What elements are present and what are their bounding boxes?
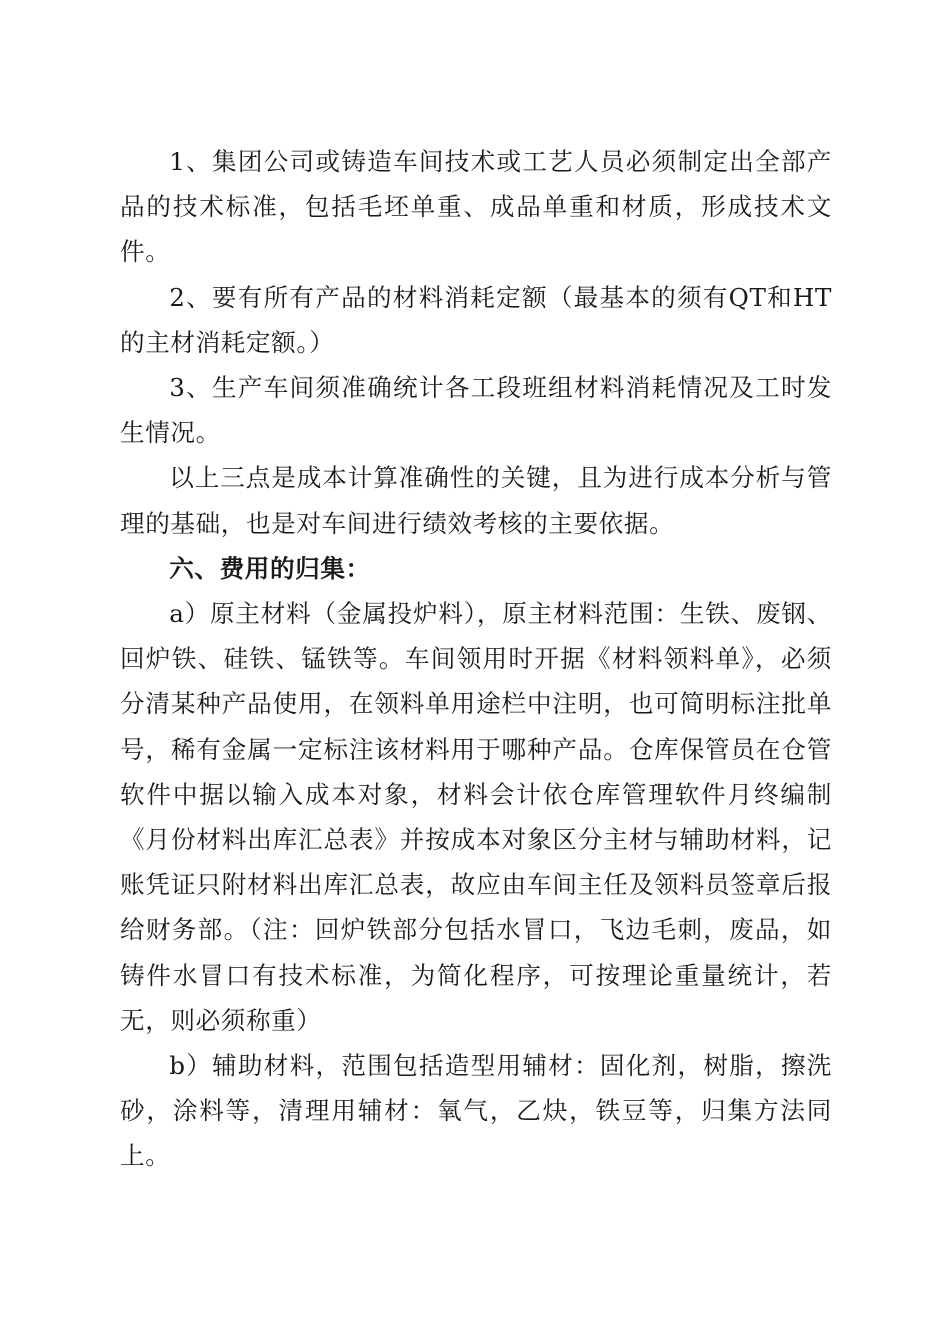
paragraph-summary: 以上三点是成本计算准确性的关键，且为进行成本分析与管理的基础，也是对车间进行绩效考核的主要依据。	[120, 463, 832, 538]
section-heading: 六、费用的归集：	[169, 553, 371, 583]
paragraph-auxiliary-materials: b）辅助材料，范围包括造型用辅材：固化剂，树脂，擦洗砂，涂料等，清理用辅材：氧气，乙炔，铁豆等，归集方法同上。	[120, 1051, 832, 1171]
document-body	[120, 139, 832, 1179]
paragraph-consumption-quota: 2、要有所有产品的材料消耗定额（最基本的须有QT和HT的主材消耗定额。）	[120, 282, 832, 357]
paragraph-workshop-statistics: 3、生产车间须准确统计各工段班组材料消耗情况及工时发生情况。	[120, 373, 832, 448]
paragraph-main-materials: a）原主材料（金属投炉料），原主材料范围：生铁、废钢、回炉铁、硅铁、锰铁等。车间领用时开据《材料领料单》，必须分清某种产品使用，在领料单用途栏中注明，也可简明标注批单号，稀有金属一定标注该材料用于哪种产品。仓库保管员在仓管软件中据以输入成本对象，材料会计依仓库管理软件月终编制《月份材料出库汇总表》并按成本对象区分主材与辅助材料，记账凭证只附材料出库汇总表，故应由车间主任及领料员签章后报给财务部。（注：回炉铁部分包括水冒口，飞边毛刺，废品，如铸件水冒口有技术标准，为简化程序，可按理论重量统计，若无，则必须称重）	[120, 599, 832, 1035]
paragraph-technical-standards: 1、集团公司或铸造车间技术或工艺人员必须制定出全部产品的技术标准，包括毛坯单重、成品单重和材质，形成技术文件。	[120, 147, 832, 267]
